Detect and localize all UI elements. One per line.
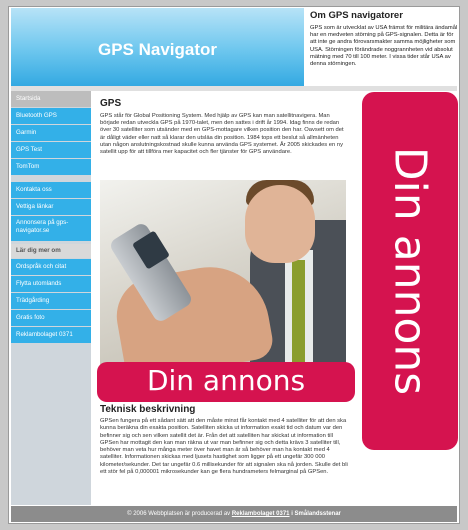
about-title: Om GPS navigatorer <box>310 10 403 21</box>
sidebar-item-tradgarding[interactable]: Trädgårding <box>11 293 91 309</box>
sidebar-item-gps-test[interactable]: GPS Test <box>11 142 91 158</box>
sidebar-item-garmin[interactable]: Garmin <box>11 125 91 141</box>
about-text: GPS som är utvecklat av USA främst för militära ändamål har en medveten störning på GPS-signalen. Detta är för att inte ge andra förovarsmakter samma möjligheter som USA. Störningen förändrade noggrannheten vid absolut mätning med 70 till 100 meter. I vissa tider står USA av denna störningen. <box>310 25 458 68</box>
ad-vertical-label: Din annons <box>384 146 436 396</box>
ad-banner-vertical[interactable] <box>362 92 458 450</box>
site-title: GPS Navigator <box>97 40 218 59</box>
tech-title: Teknisk beskrivning <box>100 404 196 415</box>
sidebar-item-reklambolaget[interactable]: Reklambolaget 0371 <box>11 327 91 343</box>
ad-banner-horizontal[interactable] <box>97 362 355 402</box>
sidebar-item-ordsprak[interactable]: Ordspråk och citat <box>11 259 91 275</box>
man-with-phone-photo <box>100 180 346 370</box>
footer <box>11 506 457 522</box>
intro-title: GPS <box>100 98 122 109</box>
sidebar <box>11 91 91 505</box>
sidebar-item-flytta[interactable]: Flytta utomlands <box>11 276 91 292</box>
ad-horizontal-label: Din annons <box>146 364 306 397</box>
sidebar-item-tomtom[interactable]: TomTom <box>11 159 91 175</box>
tech-section <box>100 404 352 476</box>
header-banner <box>11 8 304 86</box>
intro-text: GPS står för Global Positioning System. Med hjälp av GPS kan man satellitnavigera. Man började redan utveckla GPS på 1970-talet, men den sattes i drift år 1994. Idag finns de redan över 30 satelliter som utsänder med en GPS-mottagare vilken position den har. Oavsett om det är dåligt väder eller natt så klarar den utsläa din position. 1984 tops ett beslut så allmänheten utan någon anslutningskostnad skulle kunna använda GPS systemet. År 2005 skickades en ny satellit upp för att tillföra mer kapacitet och fler tjänster för GPS användare. <box>100 113 344 156</box>
sidebar-heading: Lär dig mer om <box>11 244 91 258</box>
footer-suffix: i Smålandsstenar <box>289 511 341 517</box>
tech-text: GPSen fungera på ett sådant sätt att den måste minst får kontakt med 4 satelliter för att den ska kunna beräkna din exakta position. Satelliten skicka ut information exakt tid och datum var den befinner sig och sen vilken satellit det är. Från det att satelliten har skickat ut information till GPSen har mottagit den kan man räkna ut var man befinner sig och detta krävs 3 satelliter till, behöver man veta hur många meter över havet man är så behöver man ha kontakt med 4 satelliter. Informationen skickas med ljusets hastighet som ligger på ett ungefär 300 000 kilometer/sekunder. Det tar ungefär 0.6 millisekunder för att signalen ska nå jorden. Skulle det bli ett stör fel på 0,000001 mikrosekunder kan ge flera hundrameters felmarginal på GPSen. <box>100 418 348 476</box>
sidebar-item-bluetooth-gps[interactable]: Bluetooth GPS <box>11 108 91 124</box>
sidebar-item-lankar[interactable]: Vettiga länkar <box>11 199 91 215</box>
intro-section <box>100 98 350 156</box>
sidebar-item-annonsera[interactable]: Annonsera på gps-navigator.se <box>11 216 91 241</box>
footer-prefix: © 2006 Webbplatsen är producerad av <box>127 511 232 517</box>
sidebar-item-gratis-foto[interactable]: Gratis foto <box>11 310 91 326</box>
sidebar-item-kontakta[interactable]: Kontakta oss <box>11 182 91 198</box>
about-box <box>310 10 458 88</box>
footer-link[interactable]: Reklambolaget 0371 <box>231 511 290 517</box>
sidebar-item-startsida[interactable]: Startsida <box>11 91 91 107</box>
